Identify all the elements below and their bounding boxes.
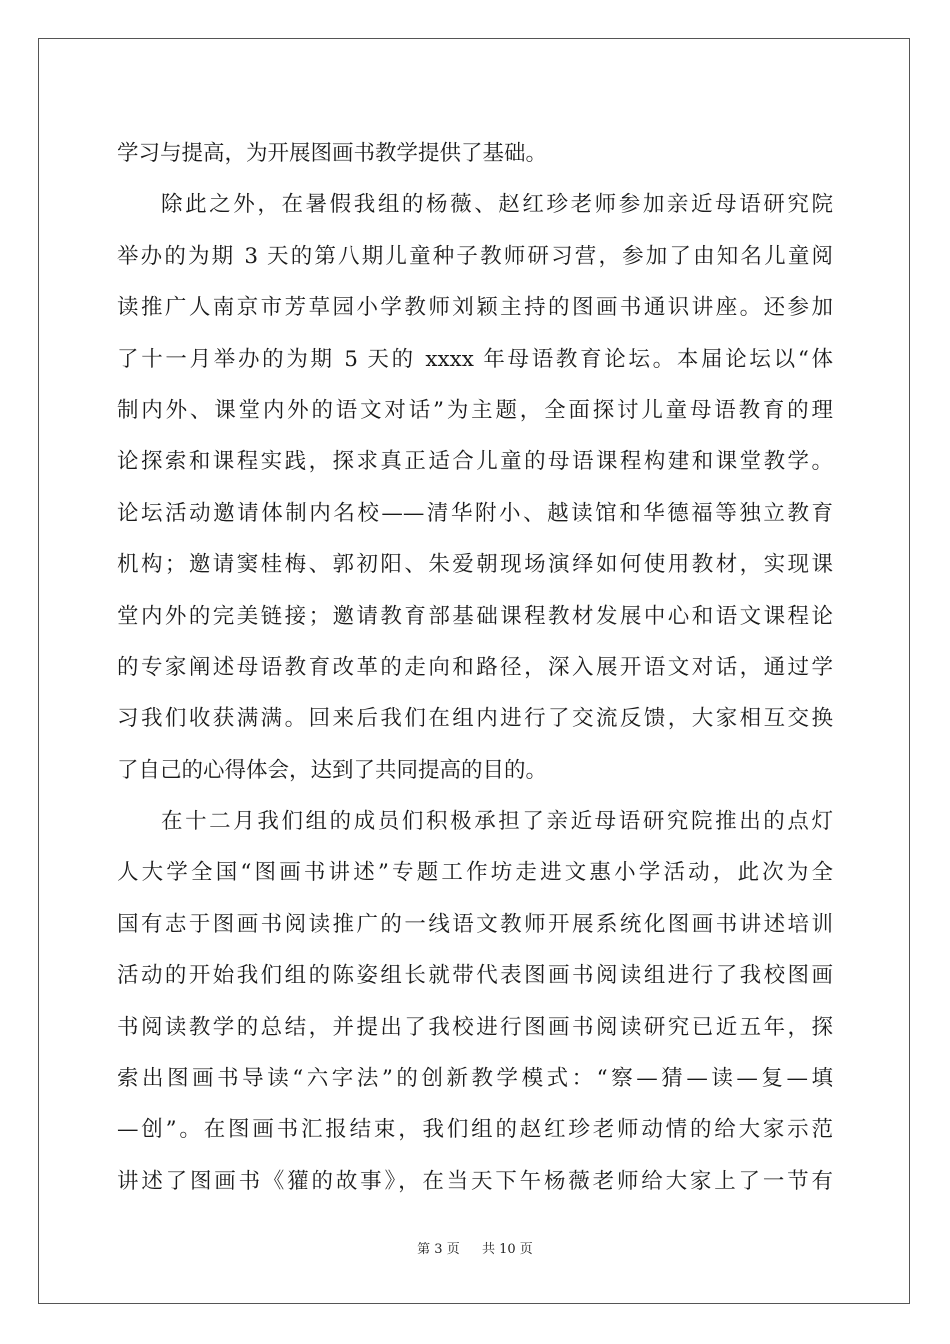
text-line: —创”。在图画书汇报结束，我们组的赵红珍老师动情的给大家示范 <box>117 1117 833 1143</box>
text-line: 索出图画书导读“六字法”的创新教学模式：“察—猜—读—复—填 <box>117 1066 833 1092</box>
text-line: 国有志于图画书阅读推广的一线语文教师开展系统化图画书讲述培训 <box>117 911 833 937</box>
text-line: 除此之外，在暑假我组的杨薇、赵红珍老师参加亲近母语研究院 <box>161 192 833 218</box>
text-line: 论探索和课程实践，探求真正适合儿童的母语课程构建和课堂教学。 <box>117 449 833 475</box>
text-line: 习我们收获满满。回来后我们在组内进行了交流反馈，大家相互交换 <box>117 706 833 732</box>
page-number: 第 3 页 <box>417 1242 460 1257</box>
page-footer <box>0 1238 950 1257</box>
text-line: 机构；邀请窦桂梅、郭初阳、朱爱朝现场演绎如何使用教材，实现课 <box>117 552 833 578</box>
text-line: 举办的为期 3 天的第八期儿童种子教师研习营，参加了由知名儿童阅 <box>117 243 833 269</box>
text-line: 人大学全国“图画书讲述”专题工作坊走进文惠小学活动，此次为全 <box>117 860 833 886</box>
text-line: 制内外、课堂内外的语文对话”为主题，全面探讨儿童母语教育的理 <box>117 397 833 423</box>
text-line: 书阅读教学的总结，并提出了我校进行图画书阅读研究已近五年，探 <box>117 1014 833 1040</box>
text-line: 学习与提高，为开展图画书教学提供了基础。 <box>117 141 548 166</box>
text-line: 活动的开始我们组的陈姿组长就带代表图画书阅读组进行了我校图画 <box>117 963 833 989</box>
text-line: 了十一月举办的为期 5 天的 xxxx 年母语教育论坛。本届论坛以“体 <box>117 346 833 372</box>
page-total: 共 10 页 <box>482 1242 533 1257</box>
text-line: 堂内外的完美链接；邀请教育部基础课程教材发展中心和语文课程论 <box>117 603 833 629</box>
text-line: 了自己的心得体会，达到了共同提高的目的。 <box>117 757 548 783</box>
text-line: 的专家阐述母语教育改革的走向和路径，深入展开语文对话，通过学 <box>117 654 833 680</box>
text-line: 论坛活动邀请体制内名校——清华附小、越读馆和华德福等独立教育 <box>117 500 833 526</box>
text-line: 读推广人南京市芳草园小学教师刘颖主持的图画书通识讲座。还参加 <box>117 295 833 321</box>
text-line: 讲述了图画书《獾的故事》，在当天下午杨薇老师给大家上了一节有 <box>117 1168 833 1194</box>
document-body <box>117 128 833 1207</box>
text-line: 在十二月我们组的成员们积极承担了亲近母语研究院推出的点灯 <box>161 809 833 835</box>
